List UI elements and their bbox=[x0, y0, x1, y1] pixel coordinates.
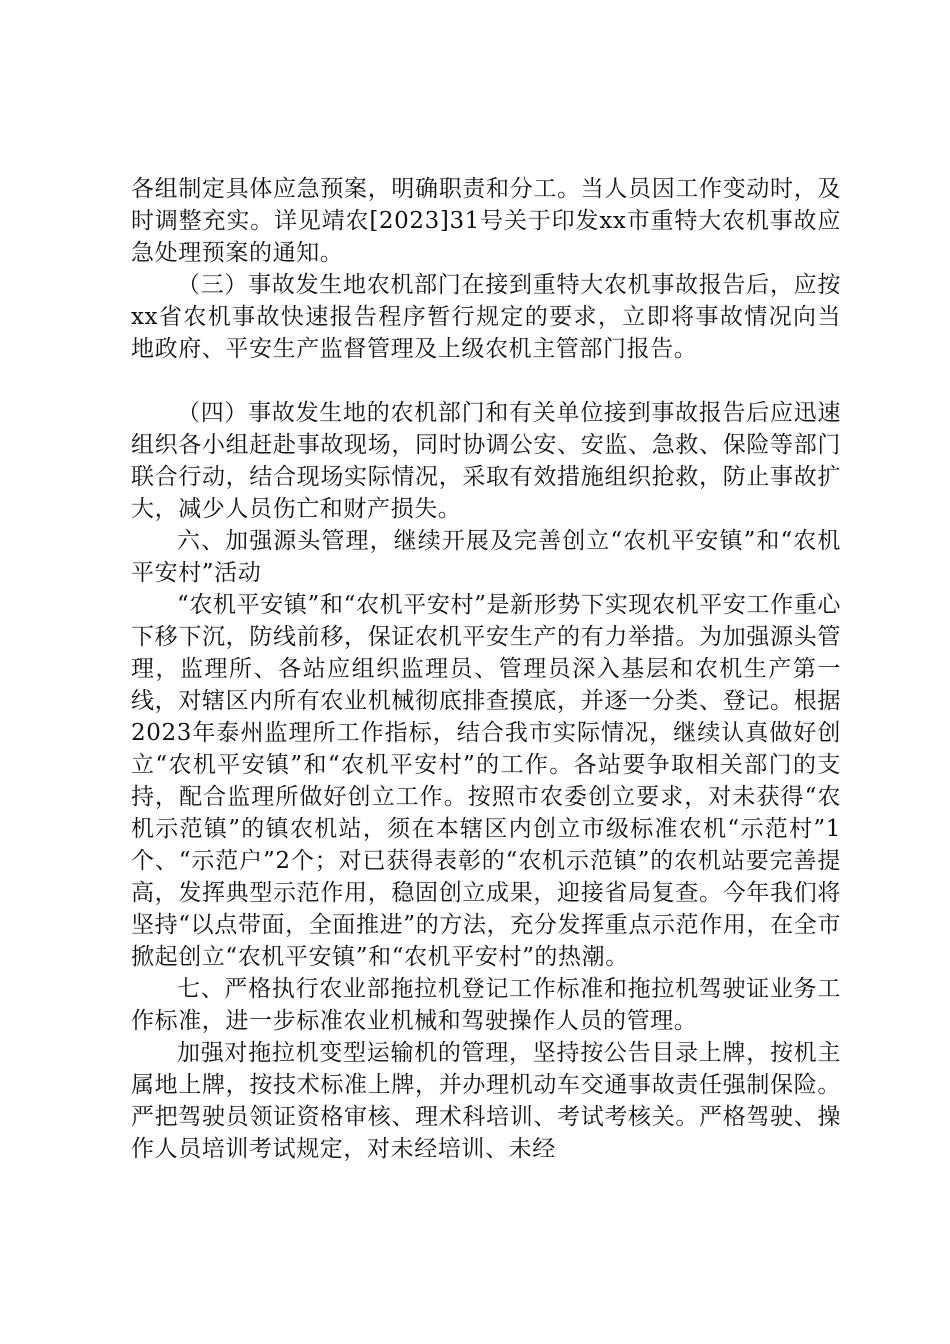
paragraph-item-three: （三）事故发生地农机部门在接到重特大农机事故报告后，应按xx省农机事故快速报告程序暂行规定的要求，立即将事故情况向当地政府、平安生产监督管理及上级农机主管部门报告。 bbox=[131, 272, 841, 362]
paragraph-tractor-management: 加强对拖拉机变型运输机的管理，坚持按公告目录上牌，按机主属地上牌，按技术标准上牌，并办理机动车交通事故责任强制保险。严把驾驶员领证资格审核、理术科培训、考试考核关。严格驾驶、操作人员培训考试规定，对未经培训、未经 bbox=[131, 1040, 841, 1162]
document-body bbox=[131, 173, 841, 1165]
section-heading-six: 六、加强源头管理，继续开展及完善创立“农机平安镇”和“农机平安村”活动 bbox=[131, 528, 841, 586]
paragraph-emergency-plan: 各组制定具体应急预案，明确职责和分工。当人员因工作变动时，及时调整充实。详见靖农[2023]31号关于印发xx市重特大农机事故应急处理预案的通知。 bbox=[131, 176, 841, 266]
paragraph-item-four: （四）事故发生地的农机部门和有关单位接到事故报告后应迅速组织各小组赶赴事故现场，同时协调公安、安监、急救、保险等部门联合行动，结合现场实际情况，采取有效措施组织抢救，防止事故扩大，减少人员伤亡和财产损失。 bbox=[131, 400, 841, 522]
paragraph-safe-town: “农机平安镇”和“农机平安村”是新形势下实现农机平安工作重心下移下沉，防线前移，保证农机平安生产的有力举措。为加强源头管理，监理所、各站应组织监理员、管理员深入基层和农机生产第一线，对辖区内所有农业机械彻底排查摸底，并逐一分类、登记。根据2023年泰州监理所工作指标，结合我市实际情况，继续认真做好创立“农机平安镇”和“农机平安村”的工作。各站要争取相关部门的支持，配合监理所做好创立工作。按照市农委创立要求，对未获得“农机示范镇”的镇农机站，须在本辖区内创立市级标准农机“示范村”1个、“示范户”2个；对已获得表彰的“农机示范镇”的农机站要完善提高，发挥典型示范作用，稳固创立成果，迎接省局复查。今年我们将坚持“以点带面，全面推进”的方法，充分发挥重点示范作用，在全市掀起创立“农机平安镇”和“农机平安村”的热潮。 bbox=[131, 592, 841, 970]
section-heading-seven: 七、严格执行农业部拖拉机登记工作标准和拖拉机驾驶证业务工作标准，进一步标准农业机械和驾驶操作人员的管理。 bbox=[131, 976, 841, 1034]
